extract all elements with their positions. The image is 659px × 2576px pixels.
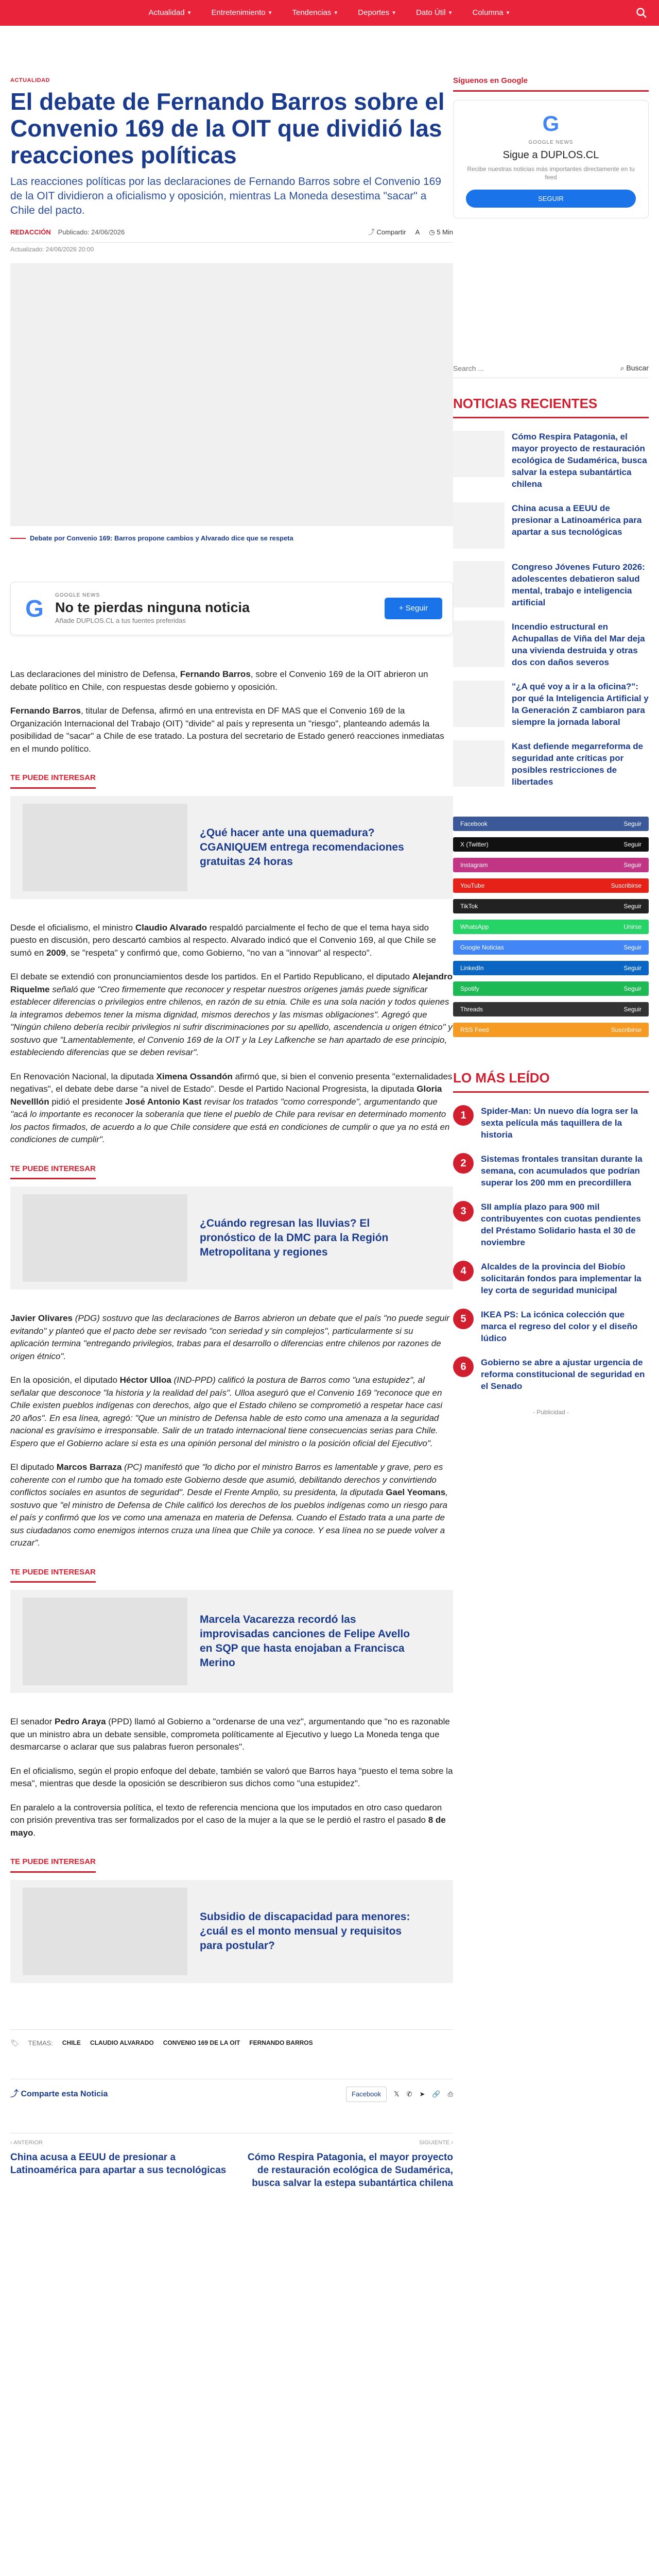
sidebar-search — [453, 363, 649, 378]
social-follow-list — [453, 817, 649, 1037]
share-icon: ⤴ — [10, 2089, 21, 2098]
social-name: WhatsApp — [460, 923, 489, 930]
person-name: Claudio Alvarado — [135, 922, 207, 933]
main-nav — [142, 4, 518, 22]
article-main — [10, 52, 474, 2190]
person-name: Pedro Araya — [55, 1717, 106, 1726]
share-bar — [10, 2079, 453, 2102]
quote-text: (PC) manifestó que "lo dicho por el ministro Barros es lamentable y grave, pero es coherente con el rumbo que ha tomado este Gobierno desde que asumió, debilitando derechos y convirtiendo conflictos sociales en asuntos de seguridad". Desde el Frente Amplio, su presidenta, la diputada — [10, 1462, 443, 1497]
social-action: Seguir — [623, 903, 641, 910]
google-g-icon: G — [25, 595, 44, 622]
related-title[interactable]: Marcela Vacarezza recordó las improvisadas canciones de Felipe Avello en SQP que hasta enojaban a Francisca Merino — [200, 1614, 410, 1669]
nav-item-dato-util[interactable] — [409, 4, 460, 22]
social-name: Google Noticias — [460, 944, 504, 951]
recientes-list — [453, 431, 649, 788]
search-input[interactable] — [453, 363, 620, 374]
person-name: Gloria Nevelllón — [10, 1084, 442, 1107]
rank-number: 4 — [453, 1261, 474, 1281]
related-label: TE PUEDE INTERESAR — [10, 1567, 96, 1583]
related-article — [10, 1565, 453, 1693]
google-news-kicker: GOOGLE NEWS — [55, 592, 100, 598]
hero-image — [10, 263, 453, 526]
person-name: Ximena Ossandón — [156, 1071, 233, 1081]
list-item[interactable] — [453, 561, 649, 608]
chevron-down-icon: ▼ — [391, 10, 397, 16]
text: , titular de Defensa, afirmó en una entrevista en DF MAS que el Convenio 169 de la Organización Internacional del Trabajo (OIT) "divide" al país y representa un "riesgo", planteando además la posibilidad de "sacar" a Chile de ese tratado. La postura del secretario de Estado generó reacciones inmediatas en el mundo político. — [10, 706, 444, 754]
social-name: LinkedIn — [460, 964, 484, 972]
paragraph — [10, 922, 453, 960]
text: El debate se extendió con pronunciamientos desde los partidos. En el Partido Republicano, el diputado — [10, 972, 412, 981]
next-article[interactable] — [237, 2139, 453, 2190]
related-label: TE PUEDE INTERESAR — [10, 1856, 96, 1873]
person-name: Gael Yeomans — [386, 1487, 446, 1497]
text: En Renovación Nacional, la diputada — [10, 1071, 157, 1081]
sidebar — [453, 52, 649, 1417]
list-item[interactable] — [453, 1357, 649, 1392]
list-item[interactable] — [453, 1105, 649, 1141]
social-row-youtube[interactable] — [453, 878, 649, 893]
paragraph: En el oficialismo, según el propio enfoque del debate, también se valoró que Barros haya "puesto el tema sobre la mesa", mientras que desde la oposición se describieron sus dichos como "una estupidez". — [10, 1766, 453, 1788]
related-thumbnail[interactable] — [23, 1598, 187, 1685]
published-date: Publicado: 24/06/2026 — [58, 228, 125, 236]
list-item[interactable] — [453, 740, 649, 788]
social-row-threads[interactable] — [453, 1002, 649, 1016]
social-row-whatsapp[interactable] — [453, 920, 649, 934]
paragraph — [10, 1461, 453, 1550]
news-title[interactable]: China acusa a EEUU de presionar a Latinoamérica para apartar a sus tecnológicas — [512, 503, 642, 537]
related-label: TE PUEDE INTERESAR — [10, 1163, 96, 1180]
tag-link[interactable]: CLAUDIO ALVARADO — [90, 2039, 154, 2047]
related-label: TE PUEDE INTERESAR — [10, 772, 96, 789]
tag-link[interactable]: CHILE — [62, 2039, 81, 2047]
social-name: Facebook — [460, 820, 488, 827]
related-title[interactable]: ¿Qué hacer ante una quemadura? CGANIQUEM entrega recomendaciones gratuitas 24 horas — [200, 826, 404, 868]
social-action: Seguir — [623, 964, 641, 972]
paragraph — [10, 1374, 453, 1450]
list-item[interactable] — [453, 431, 649, 490]
updated-date: Actualizado: 24/06/2026 20:00 — [10, 246, 94, 253]
news-thumbnail[interactable] — [453, 740, 505, 787]
google-news-banner — [10, 582, 453, 636]
paragraph — [10, 1802, 453, 1840]
recientes-title: NOTICIAS RECIENTES — [453, 394, 649, 418]
font-size-tool[interactable]: A — [415, 228, 420, 236]
prev-title[interactable]: China acusa a EEUU de presionar a Latinoamérica para apartar a sus tecnológicas — [10, 2152, 227, 2176]
list-item[interactable] — [453, 1261, 649, 1296]
tag-link[interactable]: FERNANDO BARROS — [249, 2039, 313, 2047]
news-title[interactable]: SII amplía plazo para 900 mil contribuyentes con cuotas pendientes del Préstamo Solidario hasta el 30 de noviembre — [481, 1202, 641, 1247]
text: En paralelo a la controversia política, el texto de referencia menciona que los imputados en otro caso quedaron con prisión preventiva tras ser formalizados por el caso de la mujer a la que se le perdió el rastro el pasado — [10, 1802, 442, 1825]
share-tool[interactable] — [368, 227, 406, 238]
share-icon: ⤴ — [368, 228, 377, 236]
list-item[interactable] — [453, 621, 649, 668]
article-title: El debate de Fernando Barros sobre el Convenio 169 de la OIT que dividió las reacciones políticas — [10, 88, 445, 168]
list-item[interactable] — [453, 1309, 649, 1344]
news-thumbnail[interactable] — [453, 502, 505, 549]
tag-icon: 🏷 — [10, 2039, 19, 2047]
quote-text: , sostuvo que "el ministro de Defensa de Chile calificó los derechos de los pueblos indígenas como un riesgo para el país y confirmó que los ve como una amenaza en materia de Defensa. Cuando el Estado trata a una parte de sus ciudadanos como enemigos internos cruza una línea que Chile ya conoce. Y esa línea no se puede volver a cruzar". — [10, 1487, 448, 1548]
text: , se "respeta" y confirmó que, como Gobierno, "no van a "innovar" al respecto". — [65, 947, 372, 958]
search-icon: ⌕ — [620, 364, 627, 372]
person-name: Fernando Barros — [10, 706, 81, 716]
nav-label: Columna — [472, 8, 504, 17]
paragraph — [10, 705, 453, 755]
nav-item-tendencias[interactable] — [285, 4, 345, 22]
read-time-label: 5 Min — [437, 228, 453, 236]
social-row-instagram[interactable] — [453, 858, 649, 872]
paragraph — [10, 1071, 453, 1146]
rank-number: 2 — [453, 1153, 474, 1174]
rank-number: 1 — [453, 1105, 474, 1126]
social-action: Suscribirse — [611, 882, 641, 889]
social-row-google-noticias[interactable] — [453, 940, 649, 955]
follow-button[interactable]: + Seguir — [385, 598, 442, 620]
google-news-title: No te pierdas ninguna noticia — [55, 599, 250, 615]
social-action: Seguir — [623, 985, 641, 992]
search-button-label: Buscar — [626, 364, 649, 372]
google-widget-box — [453, 100, 649, 219]
list-item[interactable] — [453, 502, 649, 549]
nav-item-deportes[interactable] — [351, 4, 404, 22]
news-thumbnail[interactable] — [453, 621, 505, 667]
next-title[interactable]: Cómo Respira Patagonia, el mayor proyecto de restauración ecológica de Sudamérica, busca salvar la estepa subantártica chilena — [247, 2152, 453, 2189]
social-action: Seguir — [623, 1006, 641, 1013]
social-row-rss-feed[interactable] — [453, 1023, 649, 1037]
news-title[interactable]: Cómo Respira Patagonia, el mayor proyecto de restauración ecológica de Sudamérica, busca salvar la estepa subantártica chilena — [512, 432, 647, 489]
social-name: TikTok — [460, 903, 478, 910]
whatsapp-share-icon[interactable]: ✆ — [406, 2090, 412, 2098]
share-title — [10, 2088, 108, 2100]
share-tool-label: Compartir — [376, 228, 406, 236]
list-item[interactable] — [453, 1153, 649, 1189]
list-item[interactable] — [453, 681, 649, 728]
paragraph — [10, 668, 453, 693]
text: Desde el oficialismo, el ministro — [10, 922, 135, 933]
person-name: Alejandro Riquelme — [10, 972, 453, 994]
text: En la oposición, el diputado — [10, 1375, 120, 1385]
google-follow-widget — [453, 75, 649, 218]
person-name: Javier Olivares — [10, 1313, 73, 1323]
social-action: Seguir — [623, 820, 641, 827]
news-title[interactable]: Spider-Man: Un nuevo día logra ser la sexta película más taquillera de la historia — [481, 1106, 638, 1140]
related-card[interactable] — [10, 1187, 453, 1290]
person-name: Fernando Barros — [180, 669, 251, 679]
news-title[interactable]: Gobierno se abre a ajustar urgencia de reforma constitucional de seguridad en el Senado — [481, 1358, 645, 1391]
related-title[interactable]: ¿Cuándo regresan las lluvias? El pronóstico de la DMC para la Región Metropolitana y regiones — [200, 1217, 389, 1258]
prev-article[interactable] — [10, 2139, 227, 2190]
google-news-subtitle: Añade DUPLOS.CL a tus fuentes preferidas — [55, 616, 186, 624]
nav-label: Tendencias — [292, 8, 332, 17]
chevron-down-icon: ▼ — [186, 10, 192, 16]
text: pidió el presidente — [49, 1096, 126, 1107]
social-action: Suscribirse — [611, 1026, 641, 1033]
related-thumbnail[interactable] — [23, 1888, 187, 1975]
chevron-down-icon: ▼ — [267, 10, 273, 16]
date: 8 de mayo — [10, 1815, 446, 1838]
text: afirmó que, si bien el convenio presenta "externalidades negativas", el debate debe darse "a nivel de Estado". Desde el Partido Nacional Progresista, la diputada — [10, 1071, 453, 1094]
search-icon[interactable] — [635, 7, 648, 19]
mas-leido-list — [453, 1105, 649, 1392]
article-body — [10, 668, 474, 1983]
social-action: Seguir — [623, 841, 641, 848]
quote-text: señaló que "Creo firmemente que reconocer y respetar nuestros orígenes jamás puede significar establecer diferencias o privilegios entre chilenos, en razón de su etnia. Chile es una sola nación y todos quienes la integramos debemos tener la misma dignidad, mismos derechos y las mismas obligaciones". Agregó que "Ningún chileno debería recibir privilegios ni sufrir discriminaciones por su apellido, ascendencia u origen étnico" y sostuvo que "Lamentablemente, el Convenio 169 de la OIT y la Ley Lafkenche se han apartado de ese principio, estableciendo diferencias que se deben revisar". — [10, 984, 453, 1057]
article-category[interactable]: ACTUALIDAD — [10, 77, 50, 83]
person-name: José Antonio Kast — [125, 1096, 202, 1107]
article-tools — [368, 227, 453, 238]
share-buttons — [346, 2087, 453, 2102]
article-tags — [10, 2029, 453, 2048]
news-thumbnail[interactable] — [453, 681, 505, 727]
prev-label: ‹ ANTERIOR — [10, 2139, 43, 2146]
news-title[interactable]: Alcaldes de la provincia del Biobío solicitarán fondos para implementar la ley corta de seguridad municipal — [481, 1262, 641, 1295]
nav-item-entretenimiento[interactable] — [204, 4, 280, 22]
rank-number: 5 — [453, 1309, 474, 1329]
news-thumbnail[interactable] — [453, 431, 505, 477]
image-caption: Debate por Convenio 169: Barros propone cambios y Alvarado dice que se respeta — [10, 533, 453, 544]
nav-item-columna[interactable] — [465, 4, 518, 22]
google-widget-title: Síguenos en Google — [453, 75, 649, 92]
mas-leido-title: LO MÁS LEÍDO — [453, 1068, 649, 1093]
related-card[interactable] — [10, 796, 453, 899]
related-article — [10, 1162, 453, 1290]
nav-label: Entretenimiento — [211, 8, 266, 17]
follow-button-label: Seguir — [405, 603, 428, 613]
telegram-share-icon[interactable]: ➤ — [419, 2090, 425, 2098]
nav-label: Deportes — [358, 8, 390, 17]
text: respaldó parcialmente el fecho de que el tema haya sido puesto en discusión, pero descartó cambios al respecto. Alvarado indicó que el Convenio 169, al que Chile se sumó en — [10, 922, 436, 958]
related-article — [10, 771, 453, 899]
news-thumbnail[interactable] — [453, 561, 505, 607]
print-icon[interactable]: ⎙ — [447, 2090, 453, 2098]
related-thumbnail[interactable] — [23, 1194, 187, 1282]
social-action: Seguir — [623, 861, 641, 869]
clock-icon: ◷ — [429, 228, 437, 236]
top-navbar — [0, 0, 659, 26]
social-row-linkedin[interactable] — [453, 961, 649, 975]
social-name: Instagram — [460, 861, 488, 869]
nav-label: Dato Útil — [416, 8, 446, 17]
paragraph — [10, 971, 453, 1059]
paragraph — [10, 1312, 453, 1363]
article-meta — [10, 227, 453, 243]
person-name: Héctor Ulloa — [119, 1375, 171, 1385]
article-lede: Las reacciones políticas por las declaraciones de Fernando Barros sobre el Convenio 169 de la OIT dividieron a oficialismo y oposición, mientras La Moneda desestima "sacar" a Chile del pacto. — [10, 175, 441, 216]
quote-text: (PDG) sostuvo que las declaraciones de Barros abrieron un debate que el país "no puede seguir evitando" y planteó que el pacto debe ser revisado "con seriedad y sin complejos", particularmente si su aplicación termina "entregando privilegios, trabas para el desarrollo o diferencias entre chilenos por razones de origen étnico". — [10, 1313, 449, 1361]
related-card[interactable] — [10, 1590, 453, 1693]
paragraph — [10, 1716, 453, 1754]
news-title[interactable]: "¿A qué voy a ir a la oficina?": por qué la Inteligencia Artificial y la Generación Z cambiaron para siempre la jornada laboral — [512, 682, 649, 727]
tag-link[interactable]: CONVENIO 169 DE LA OIT — [163, 2039, 240, 2047]
nav-label: Actualidad — [148, 8, 185, 17]
article-author[interactable]: REDACCIÓN — [10, 228, 51, 236]
related-title[interactable]: Subsidio de discapacidad para menores: ¿cuál es el monto mensual y requisitos para postular? — [200, 1910, 410, 1952]
news-title[interactable]: Congreso Jóvenes Futuro 2026: adolescentes debatieron salud mental, trabajo e inteligencia artificial — [512, 562, 645, 607]
related-thumbnail[interactable] — [23, 804, 187, 891]
google-follow-button[interactable]: SEGUIR — [466, 190, 636, 208]
text: (PPD) llamó al Gobierno a "ordenarse de una vez", argumentando que "no es razonable que un ministro abra un debate sensible, comprometa políticamente al Ejecutivo y luego La Moneda tenga que desmarcarse o aclarar que sus palabras fueron personales". — [10, 1717, 450, 1752]
chevron-down-icon: ▼ — [505, 10, 511, 16]
google-widget-kicker: GOOGLE NEWS — [528, 139, 574, 145]
facebook-share-button[interactable]: Facebook — [346, 2087, 387, 2102]
news-title[interactable]: Sistemas frontales transitan durante la semana, con acumulados que podrían superar los 200 mm en precordillera — [481, 1154, 643, 1188]
social-name: Spotify — [460, 985, 479, 992]
chevron-down-icon: ▼ — [447, 10, 453, 16]
news-title[interactable]: Incendio estructural en Achupallas de Viña del Mar deja una vivienda destruida y otras dos con daños severos — [512, 622, 645, 667]
ad-label: - Publicidad - — [532, 1409, 569, 1416]
search-button[interactable] — [620, 363, 649, 374]
news-title[interactable]: Kast defiende megarreforma de seguridad ante críticas por posibles restricciones de libertades — [512, 741, 644, 787]
rank-number: 3 — [453, 1201, 474, 1222]
read-time — [429, 227, 453, 238]
google-g-icon: G — [542, 111, 560, 135]
text: , sobre el Convenio 169 de la OIT abrieron un debate político en Chile, con respuestas desde gobierno y oposición. — [10, 669, 428, 692]
social-name: RSS Feed — [460, 1026, 489, 1033]
text: El senador — [10, 1717, 55, 1726]
chevron-down-icon: ▼ — [333, 10, 339, 16]
related-article — [10, 1855, 453, 1983]
quote-text: (IND-PPD) calificó la postura de Barros como "una estupidez", al señalar que desconoce "la historia y la realidad del país". Ulloa aseguró que el Convenio 169 "reconoce que en Chile existen pueblos indígenas con derechos, algo que el Estado chileno se comprometió a respetar hace casi 20 años". En esa línea, agregó: "Que un ministro de Defensa hable de esto como una amenaza a la seguridad nacional es gravísimo e irresponsable. Salir de un tratado internacional tiene consecuencias serias para Chile. Espero que el Gobierno aclare si esta es una opinión personal del ministro o la posición oficial del Ejecutivo". — [10, 1375, 443, 1448]
year: 2009 — [46, 947, 66, 958]
social-name: X (Twitter) — [460, 841, 489, 848]
social-action: Seguir — [623, 944, 641, 951]
social-row-spotify[interactable] — [453, 981, 649, 996]
social-name: Threads — [460, 1006, 483, 1013]
tags-label: TEMAS: — [28, 2039, 53, 2047]
news-title[interactable]: IKEA PS: La icónica colección que marca el regreso del color y el diseño lúdico — [481, 1310, 638, 1343]
text: El diputado — [10, 1462, 57, 1472]
social-row-tiktok[interactable] — [453, 899, 649, 913]
google-widget-desc: Recibe nuestras noticias más importantes directamente en tu feed — [467, 165, 635, 181]
nav-item-actualidad[interactable] — [142, 4, 199, 22]
rank-number: 6 — [453, 1357, 474, 1377]
prev-next-nav — [10, 2133, 453, 2190]
link-copy-icon[interactable]: 🔗 — [432, 2090, 441, 2098]
share-title-label: Comparte esta Noticia — [21, 2089, 108, 2098]
social-row-facebook[interactable] — [453, 817, 649, 831]
person-name: Marcos Barraza — [56, 1462, 122, 1472]
next-label: SIGUIENTE › — [419, 2139, 453, 2146]
related-card[interactable] — [10, 1880, 453, 1983]
text: Las declaraciones del ministro de Defensa, — [10, 669, 180, 679]
social-action: Unirse — [623, 923, 641, 930]
list-item[interactable] — [453, 1201, 649, 1248]
google-widget-follow: Sigue a DUPLOS.CL — [502, 149, 599, 161]
social-name: YouTube — [460, 882, 485, 889]
text: . — [33, 1827, 36, 1838]
social-row-x-twitter[interactable] — [453, 837, 649, 852]
quote-text: revisar los tratados "como corresponde", argumentando que "acá lo importante es reconocer la soberanía que tiene el pueblo de Chile para revisar en determinado momento los pactos firmados, de acuerdo a lo que Chile considere que está en condiciones de cumplir o que ya no está en condiciones de cumplir". — [10, 1096, 450, 1144]
x-share-icon[interactable]: 𝕏 — [394, 2090, 400, 2098]
